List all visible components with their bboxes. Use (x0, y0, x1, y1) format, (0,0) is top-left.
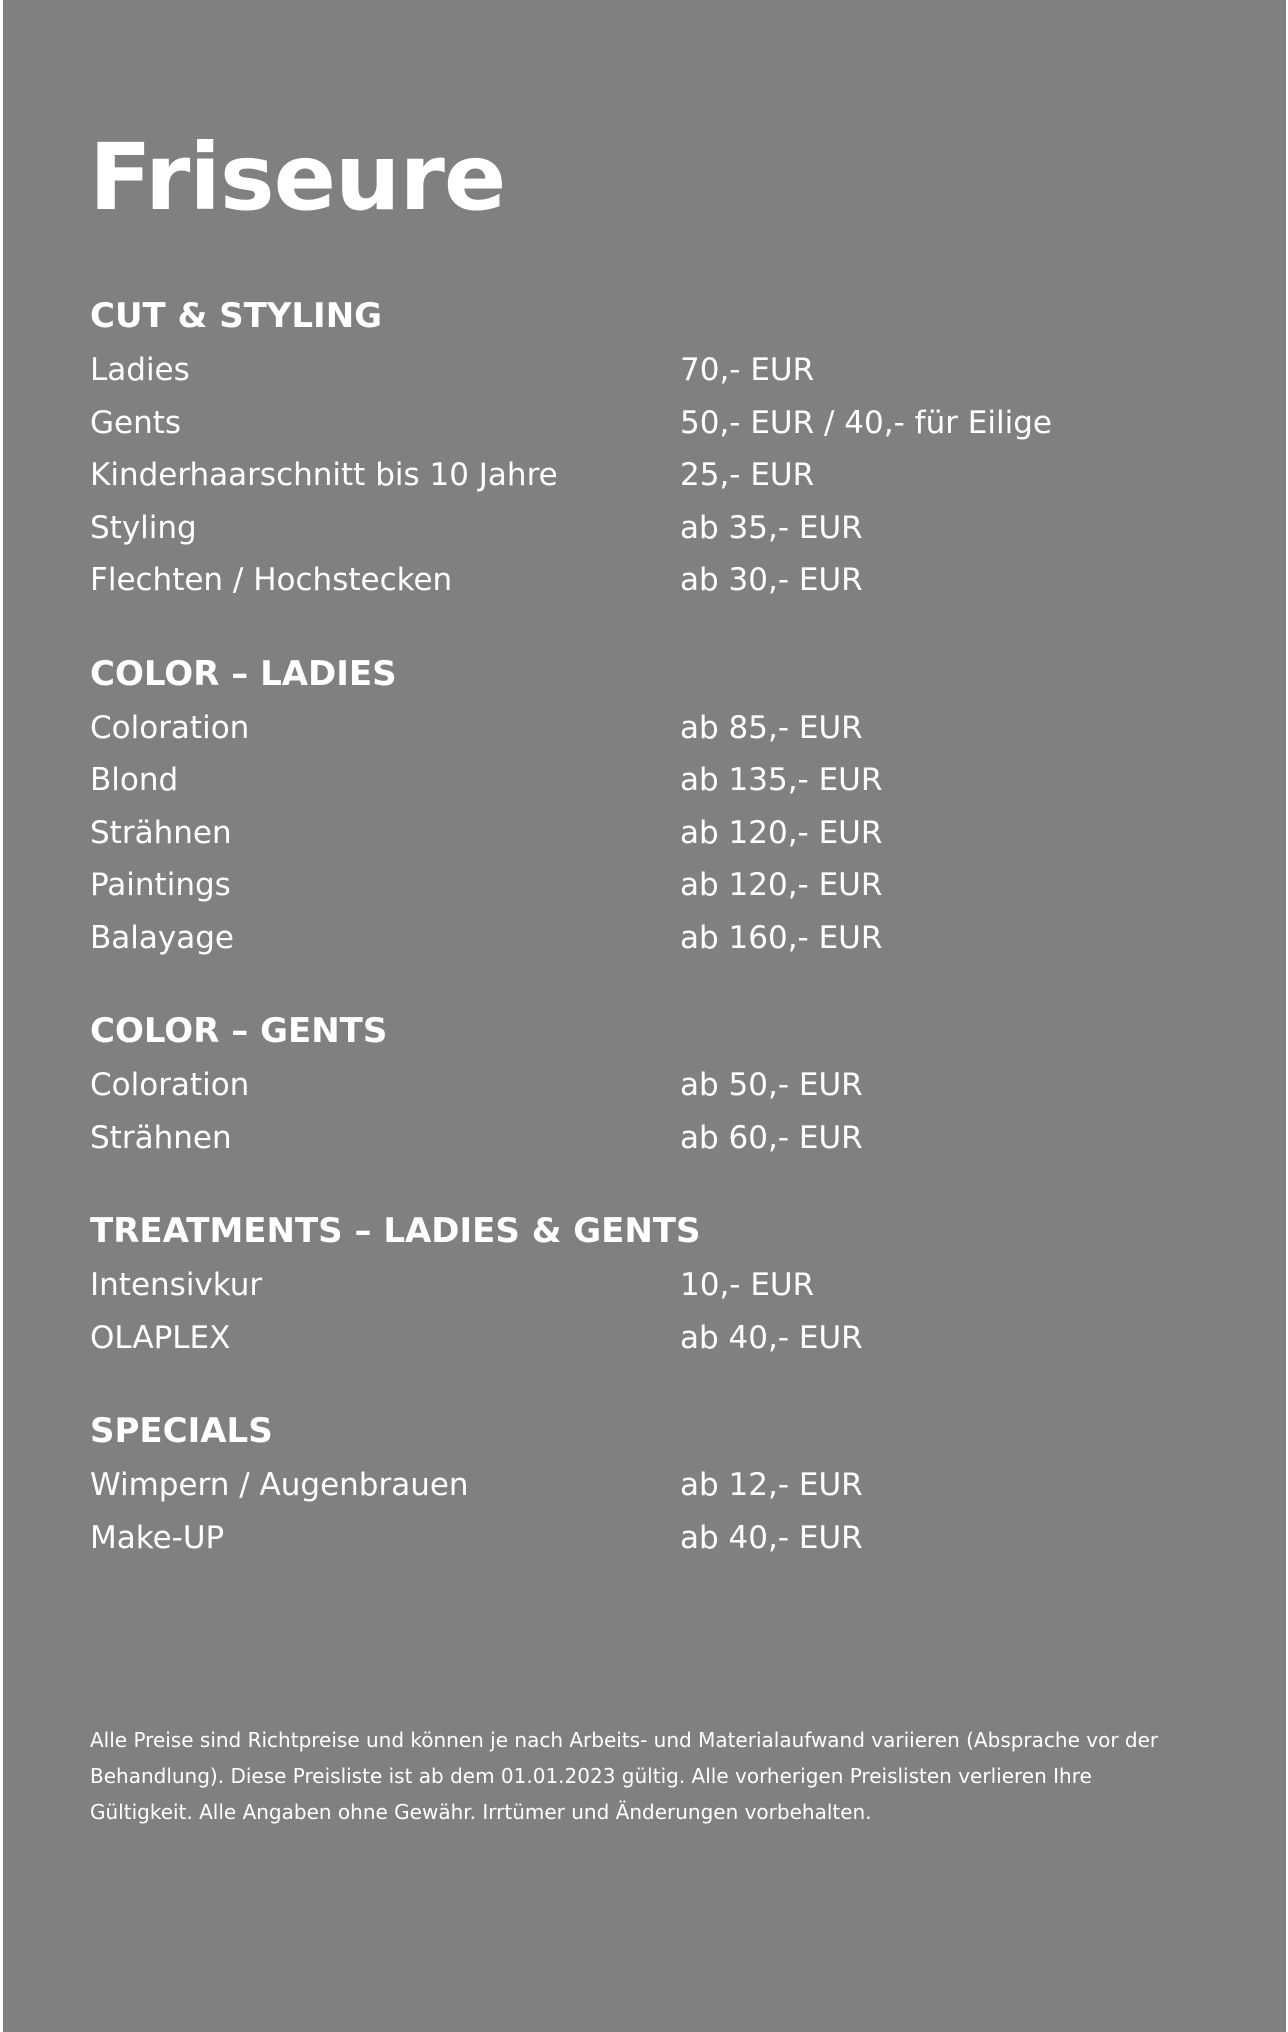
price-row (90, 1259, 1210, 1312)
service-price: ab 135,- EUR (680, 762, 883, 799)
service-price: 70,- EUR (680, 352, 815, 389)
service-name: Coloration (90, 1067, 250, 1104)
service-name: Paintings (90, 867, 231, 904)
price-row (90, 344, 1210, 397)
service-name: Gents (90, 404, 182, 441)
service-price: ab 30,- EUR (680, 562, 863, 599)
price-sections (90, 288, 1210, 1603)
price-row (90, 1312, 1210, 1365)
service-name: Blond (90, 762, 179, 799)
service-price: ab 50,- EUR (680, 1067, 863, 1104)
disclaimer-text: Alle Preise sind Richtpreise und können je nach Arbeits- und Materialaufwand variieren (Absprache vor der Behandlung). Diese Preisliste ist ab dem 01.01.2023 gültig. Alle vorherigen Preislisten verlieren Ihre Gültigkeit. Alle Angaben ohne Gewähr. Irrtümer und Änderungen vorbehalten. (90, 1728, 1159, 1824)
price-row (90, 1459, 1210, 1512)
service-price: ab 85,- EUR (680, 709, 863, 746)
price-row (90, 554, 1210, 607)
section-specials (90, 1403, 1210, 1564)
section-cut-styling (90, 288, 1210, 607)
service-name: Make-UP (90, 1519, 225, 1556)
service-name: Intensivkur (90, 1267, 263, 1304)
price-row (90, 1512, 1210, 1565)
price-row (90, 912, 1210, 965)
service-name: Flechten / Hochstecken (90, 562, 453, 599)
price-row (90, 1112, 1210, 1165)
service-name: OLAPLEX (90, 1319, 231, 1356)
service-name: Strähnen (90, 814, 232, 851)
section-heading: COLOR – GENTS (90, 1011, 388, 1051)
service-name: Coloration (90, 709, 250, 746)
service-price: ab 40,- EUR (680, 1319, 863, 1356)
price-row (90, 859, 1210, 912)
service-name: Styling (90, 509, 197, 546)
price-row (90, 754, 1210, 807)
price-list-page (3, 0, 1286, 2032)
service-name: Ladies (90, 352, 190, 389)
service-name: Balayage (90, 919, 234, 956)
section-heading: SPECIALS (90, 1411, 273, 1451)
service-name: Kinderhaarschnitt bis 10 Jahre (90, 457, 558, 494)
price-row (90, 397, 1210, 450)
page-title: Friseure (89, 124, 506, 231)
price-row (90, 702, 1210, 755)
service-price: ab 60,- EUR (680, 1119, 863, 1156)
service-price: ab 35,- EUR (680, 509, 863, 546)
service-price: ab 12,- EUR (680, 1467, 863, 1504)
price-row (90, 502, 1210, 555)
price-row (90, 449, 1210, 502)
price-row (90, 807, 1210, 860)
price-row (90, 1059, 1210, 1112)
service-price: ab 120,- EUR (680, 867, 883, 904)
section-treatments (90, 1203, 1210, 1364)
section-heading: TREATMENTS – LADIES & GENTS (90, 1211, 701, 1251)
section-heading: COLOR – LADIES (90, 653, 397, 694)
section-color-gents (90, 1003, 1210, 1164)
section-color-ladies (90, 646, 1210, 965)
section-heading: CUT & STYLING (90, 296, 383, 336)
service-name: Strähnen (90, 1119, 232, 1156)
service-price: ab 40,- EUR (680, 1519, 863, 1556)
service-price: 50,- EUR / 40,- für Eilige (680, 404, 1052, 441)
service-price: ab 160,- EUR (680, 919, 883, 956)
service-price: ab 120,- EUR (680, 814, 883, 851)
service-name: Wimpern / Augenbrauen (90, 1467, 469, 1504)
service-price: 25,- EUR (680, 457, 815, 494)
service-price: 10,- EUR (680, 1267, 815, 1304)
